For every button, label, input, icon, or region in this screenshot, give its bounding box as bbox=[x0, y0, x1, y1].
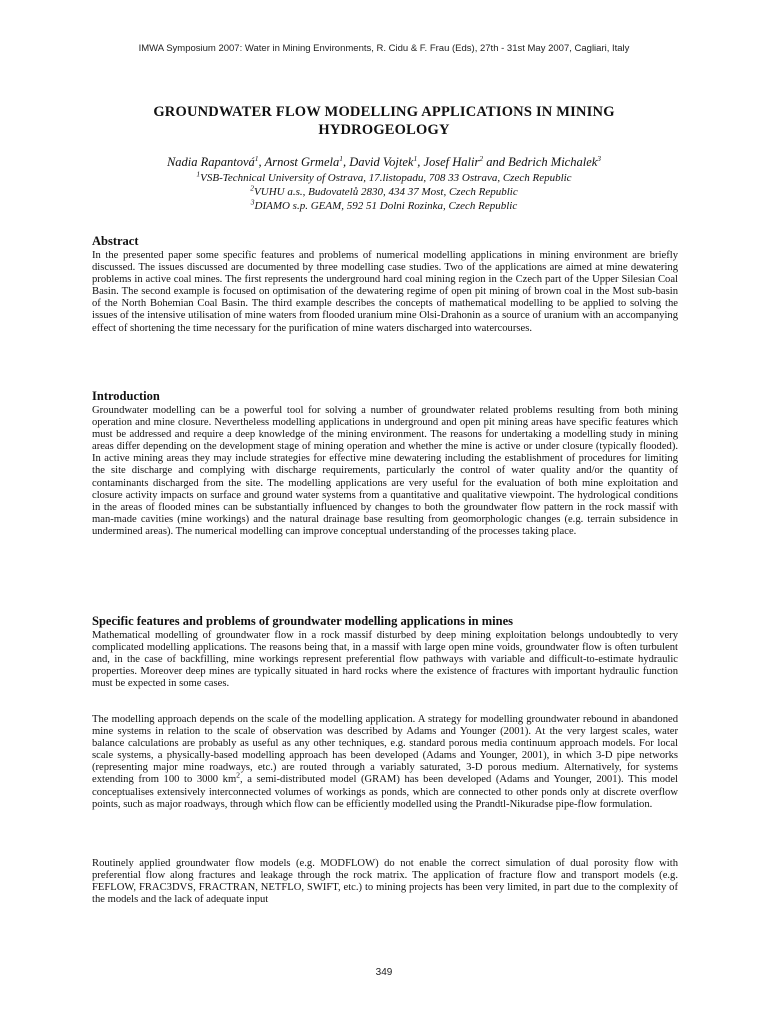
specific-features-heading: Specific features and problems of groundwater modelling applications in mines bbox=[92, 614, 513, 628]
abstract-heading: Abstract bbox=[92, 234, 139, 248]
page-number: 349 bbox=[375, 967, 393, 978]
specific-features-paragraph-3: Routinely applied groundwater flow models (e.g. MODFLOW) do not enable the correct simulation of dual porosity flow with preferential flow along fractures and leakage through the rock matrix. The application of fracture flow and transport models (e.g. FEFLOW, FRAC3DVS, FRACTRAN, NETFLO, SWIFT, etc.) to mining projects has been very limited, in part due to the complexity of the models and the lack of adequate input bbox=[92, 858, 678, 906]
author-4: Josef Halir bbox=[423, 155, 480, 169]
running-header: IMWA Symposium 2007: Water in Mining Environments, R. Cidu & F. Frau (Eds), 27th - 31st May 2007, Cagliari, Italy bbox=[138, 43, 630, 54]
title-line-1: GROUNDWATER FLOW MODELLING APPLICATIONS IN MINING bbox=[153, 104, 615, 120]
specific-features-paragraph-1: Mathematical modelling of groundwater flow in a rock massif disturbed by deep mining exploitation belongs undoubtedly to very complicated modelling applications. The reasons being that, in a massif with large open mine voids, groundwater flow is often turbulent and, in the case of backfilling, mine workings represent preferential flow pathways with variable and difficult-to-estimate hydraulic properties. Moreover deep mines are typically situated in hard rocks where the existence of fractures with important hydraulic function must be expected in some cases. bbox=[92, 630, 678, 690]
abstract-text: In the presented paper some specific features and problems of numerical modelling applications in mining environment are briefly discussed. The issues discussed are documented by three modelling case studies. Two of the applications are aimed at mine dewatering problems in active coal mines. The first represents the underground hard coal mining region in the Czech part of the Upper Silesian Coal Basin. The second example is focused on optimisation of the dewatering regime of open pit mining of brown coal in the Most sub-basin of the North Bohemian Coal Basin. The third example describes the concepts of mathematical modelling to be applied to solving the issues of the intensive utilisation of mine waters from flooded uranium mine Olsi-Drahonin as a source of uranium with an accompanying effect of shortening the time necessary for the purification of mine waters discharged into watercourses. bbox=[92, 250, 678, 334]
author-3: David Vojtek bbox=[349, 155, 414, 169]
title-line-2: HYDROGEOLOGY bbox=[318, 122, 450, 138]
introduction-text: Groundwater modelling can be a powerful tool for solving a number of groundwater related problems resulting from both mining operation and mine closure. Nevertheless modelling applications in underground and open pit mining areas have specific features which must be addressed and require a deep knowledge of the mining environment. The reasons for undertaking a modelling study in mining areas differ depending on the development stage of mining operation and whether the mine is active or under closure (typically flooded). In active mining areas they may include strategies for effective mine dewatering including the establishment of procedures for limiting the site discharge and complying with discharge requirements, particularly the control of water quality and/or the quantity of contaminants discharged from the site. The modelling applications are very useful for the evaluation of both mine exploitation and closure activity impacts on surface and ground water systems from a quantitative and qualitative viewpoint. The hydrological conditions in the areas of flooded mines can be substantially influenced by changes to both the groundwater flow pattern in the rock massif with man-made cavities (mine workings) and the natural drainage base resulting from geomorphologic changes (e.g. terrain subsidence in undermined areas). The numerical modelling can improve conceptual understanding of the processes taking place. bbox=[92, 405, 678, 537]
affiliation-1: $^1$VSB-Technical University of Ostrava, 17.listopadu, 708 33 Ostrava, Czech Republic bbox=[196, 169, 572, 184]
specific-features-paragraph-2: The modelling approach depends on the scale of the modelling application. A strategy for modelling groundwater rebound in abandoned mine systems in relation to the scale of observation was described by Adams and Younger (2001). At the very largest scales, water balance calculations are probably as useful as any other techniques, e.g. standard porous media continuum approach models. For local scale systems, a physically-based modelling approach has been developed (Adams and Younger, 2001), in which 3-D pipe networks (representing major mine roadways, etc.) are routed through a variably saturated, 3-D porous medium. Alternatively, for systems extending from 100 to 3000 $km^2$, a semi-distributed model (GRAM) has been developed (Adams and Younger, 2001). This model conceptualises extensively interconnected volumes of workings as ponds, which are connected to other ponds only at discrete overflow points, such as major roadways, through which flow can be efficiently modelled using the Prandtl-Nikuradse pipe-flow formulation. bbox=[92, 714, 679, 810]
author-1: Nadia Rapantová bbox=[166, 155, 255, 169]
author-5: Bedrich Michalek bbox=[508, 155, 598, 169]
author-2: Arnost Grmela bbox=[264, 155, 340, 169]
author-list: Nadia Rapantová$^1$, Arnost Grmela$^1$, David Vojtek$^1$, Josef Halir$^2$ and Bedrich Michalek$^3$ bbox=[166, 153, 602, 169]
introduction-heading: Introduction bbox=[92, 389, 160, 403]
affiliation-2: $^2$VUHU a.s., Budovatelů 2830, 434 37 Most, Czech Republic bbox=[250, 183, 518, 198]
affiliation-3: $^3$DIAMO s.p. GEAM, 592 51 Dolni Rozinka, Czech Republic bbox=[250, 197, 518, 212]
paper-title bbox=[80, 103, 688, 139]
